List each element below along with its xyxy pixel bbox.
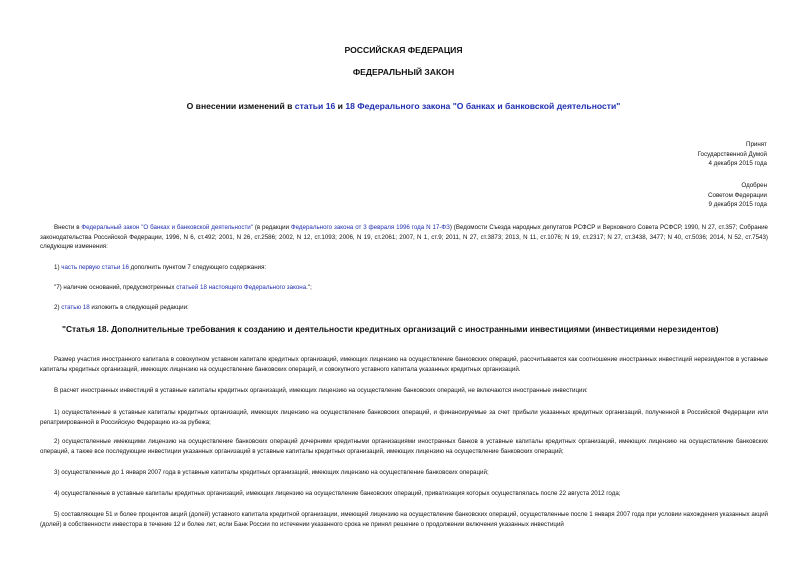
approved-label: Одобрен bbox=[741, 182, 767, 189]
intro-paragraph: Внести в Федеральный закон "О банках и банковской деятельности" (в редакции Федерального закона от 3 февраля 1996 года N 17-ФЗ) (Ведомости Съезда народных депутатов РСФСР и Верховного Совета РСФСР, 1990, N 27, ст.357; Собрание законодательства Российской Федерации, 1996, N 6, ст.492; 2001, N 26, ст.2586; 2002, N 12, ст.1093; 2006, N 19, ст.2061; 2007, N 1, ст.9; 2011, N 27, ст.3873; 2013, N 11, ст.1076; N 19, ст.2317; N 27, ст.3438, 3477; N 40, ст.5036; 2014, N 52, ст.7543) следующие изменения: bbox=[40, 224, 768, 251]
paragraph-exclusions-intro: В расчет иностранных инвестиций в уставные капиталы кредитных организаций, имеющих лицензию на осуществление банковских операций, не включаются иностранные инвестиции: bbox=[54, 387, 588, 394]
paragraph-capital-share: Размер участия иностранного капитала в совокупном уставном капитале кредитных организаций, имеющих лицензию на осуществление банковских операций, рассчитывается как соотношение иностранных инвестиций нерезидентов в уставные капиталы кредитных организаций, имеющих лицензию на осуществление банковских операций, и совокупного уставного капитала указанных кредитных организаций. bbox=[40, 356, 768, 373]
approved-date: 9 декабря 2015 года bbox=[708, 201, 767, 209]
link-article-16[interactable]: статьи 16 bbox=[294, 101, 336, 111]
paragraph-exclusion-1: 1) осуществленные в уставные капиталы кредитных организаций, имеющих лицензию на осуществление банковских операций, и финансируемые за счет прибыли указанных кредитных организаций, полученной в Российской Федерации или репатриированной в Российскую Федерацию из-за рубежа; bbox=[40, 409, 768, 426]
amendment-item-2: 2) статью 18 изложить в следующей редакции: bbox=[54, 304, 189, 311]
link-article-18-this-law[interactable]: статьей 18 настоящего Федерального закона bbox=[176, 284, 307, 291]
link-federal-law-17fz[interactable]: Федерального закона от 3 февраля 1996 года N 17-ФЗ bbox=[290, 224, 450, 231]
paragraph-exclusion-2: 2) осуществленные имеющими лицензию на осуществление банковских операций дочерними кредитными организациями иностранных банков в уставные капиталы кредитных организаций, имеющих лицензию на осуществление банковских операций, а также все последующие инвестиции указанных организаций в уставные капиталы кредитных организаций, имеющих лицензию на осуществление банковских операций; bbox=[40, 438, 768, 455]
law-title bbox=[0, 101, 807, 111]
article-18-title: "Статья 18. Дополнительные требования к созданию и деятельности кредитных организаций с иностранными инвестициями (инвестициями нерезидентов) bbox=[62, 324, 719, 334]
law-title-and: и bbox=[335, 101, 346, 111]
approved-block bbox=[567, 181, 767, 210]
paragraph-exclusion-4: 4) осуществленные в уставные капиталы кредитных организаций, имеющих лицензию на осуществление банковских операций, приватизация которых осуществлялась после 22 августа 2012 года; bbox=[54, 490, 621, 497]
link-article-18-banking-law[interactable]: 18 Федерального закона "О банках и банковской деятельности" bbox=[345, 101, 621, 111]
link-banking-law[interactable]: Федеральный закон "О банках и банковской деятельности" bbox=[81, 224, 253, 231]
adopted-date: 4 декабря 2015 года bbox=[708, 160, 767, 168]
adopted-label: Принят bbox=[746, 141, 767, 148]
paragraph-exclusion-5: 5) составляющие 51 и более процентов акций (долей) уставного капитала кредитной организации, имеющей лицензию на осуществление банковских операций, осуществленные после 1 января 2007 года при условии нахождения указанных акций (долей) в собственности инвестора в течение 12 и более лет, если Банк России по истечении указанного срока не принял решение о продолжении включения указанных инвестиций bbox=[40, 511, 768, 528]
law-title-prefix: О внесении изменений в bbox=[186, 101, 295, 111]
link-article-18[interactable]: статью 18 bbox=[61, 304, 90, 311]
amendment-item-1-quote: "7) наличие оснований, предусмотренных статьей 18 настоящего Федерального закона."; bbox=[54, 284, 312, 291]
law-type-heading: ФЕДЕРАЛЬНЫЙ ЗАКОН bbox=[352, 67, 455, 77]
amendment-item-1: 1) часть первую статьи 16 дополнить пунктом 7 следующего содержания: bbox=[54, 264, 267, 271]
adopted-by: Государственной Думой bbox=[697, 150, 767, 158]
link-article-16-part-1[interactable]: часть первую статьи 16 bbox=[61, 264, 129, 271]
country-heading: РОССИЙСКАЯ ФЕДЕРАЦИЯ bbox=[344, 45, 463, 55]
approved-by: Советом Федерации bbox=[708, 191, 767, 199]
adopted-block bbox=[567, 140, 767, 169]
paragraph-exclusion-3: 3) осуществленные до 1 января 2007 года в уставные капиталы кредитных организаций, имеющих лицензию на осуществление банковских операций; bbox=[54, 469, 489, 476]
